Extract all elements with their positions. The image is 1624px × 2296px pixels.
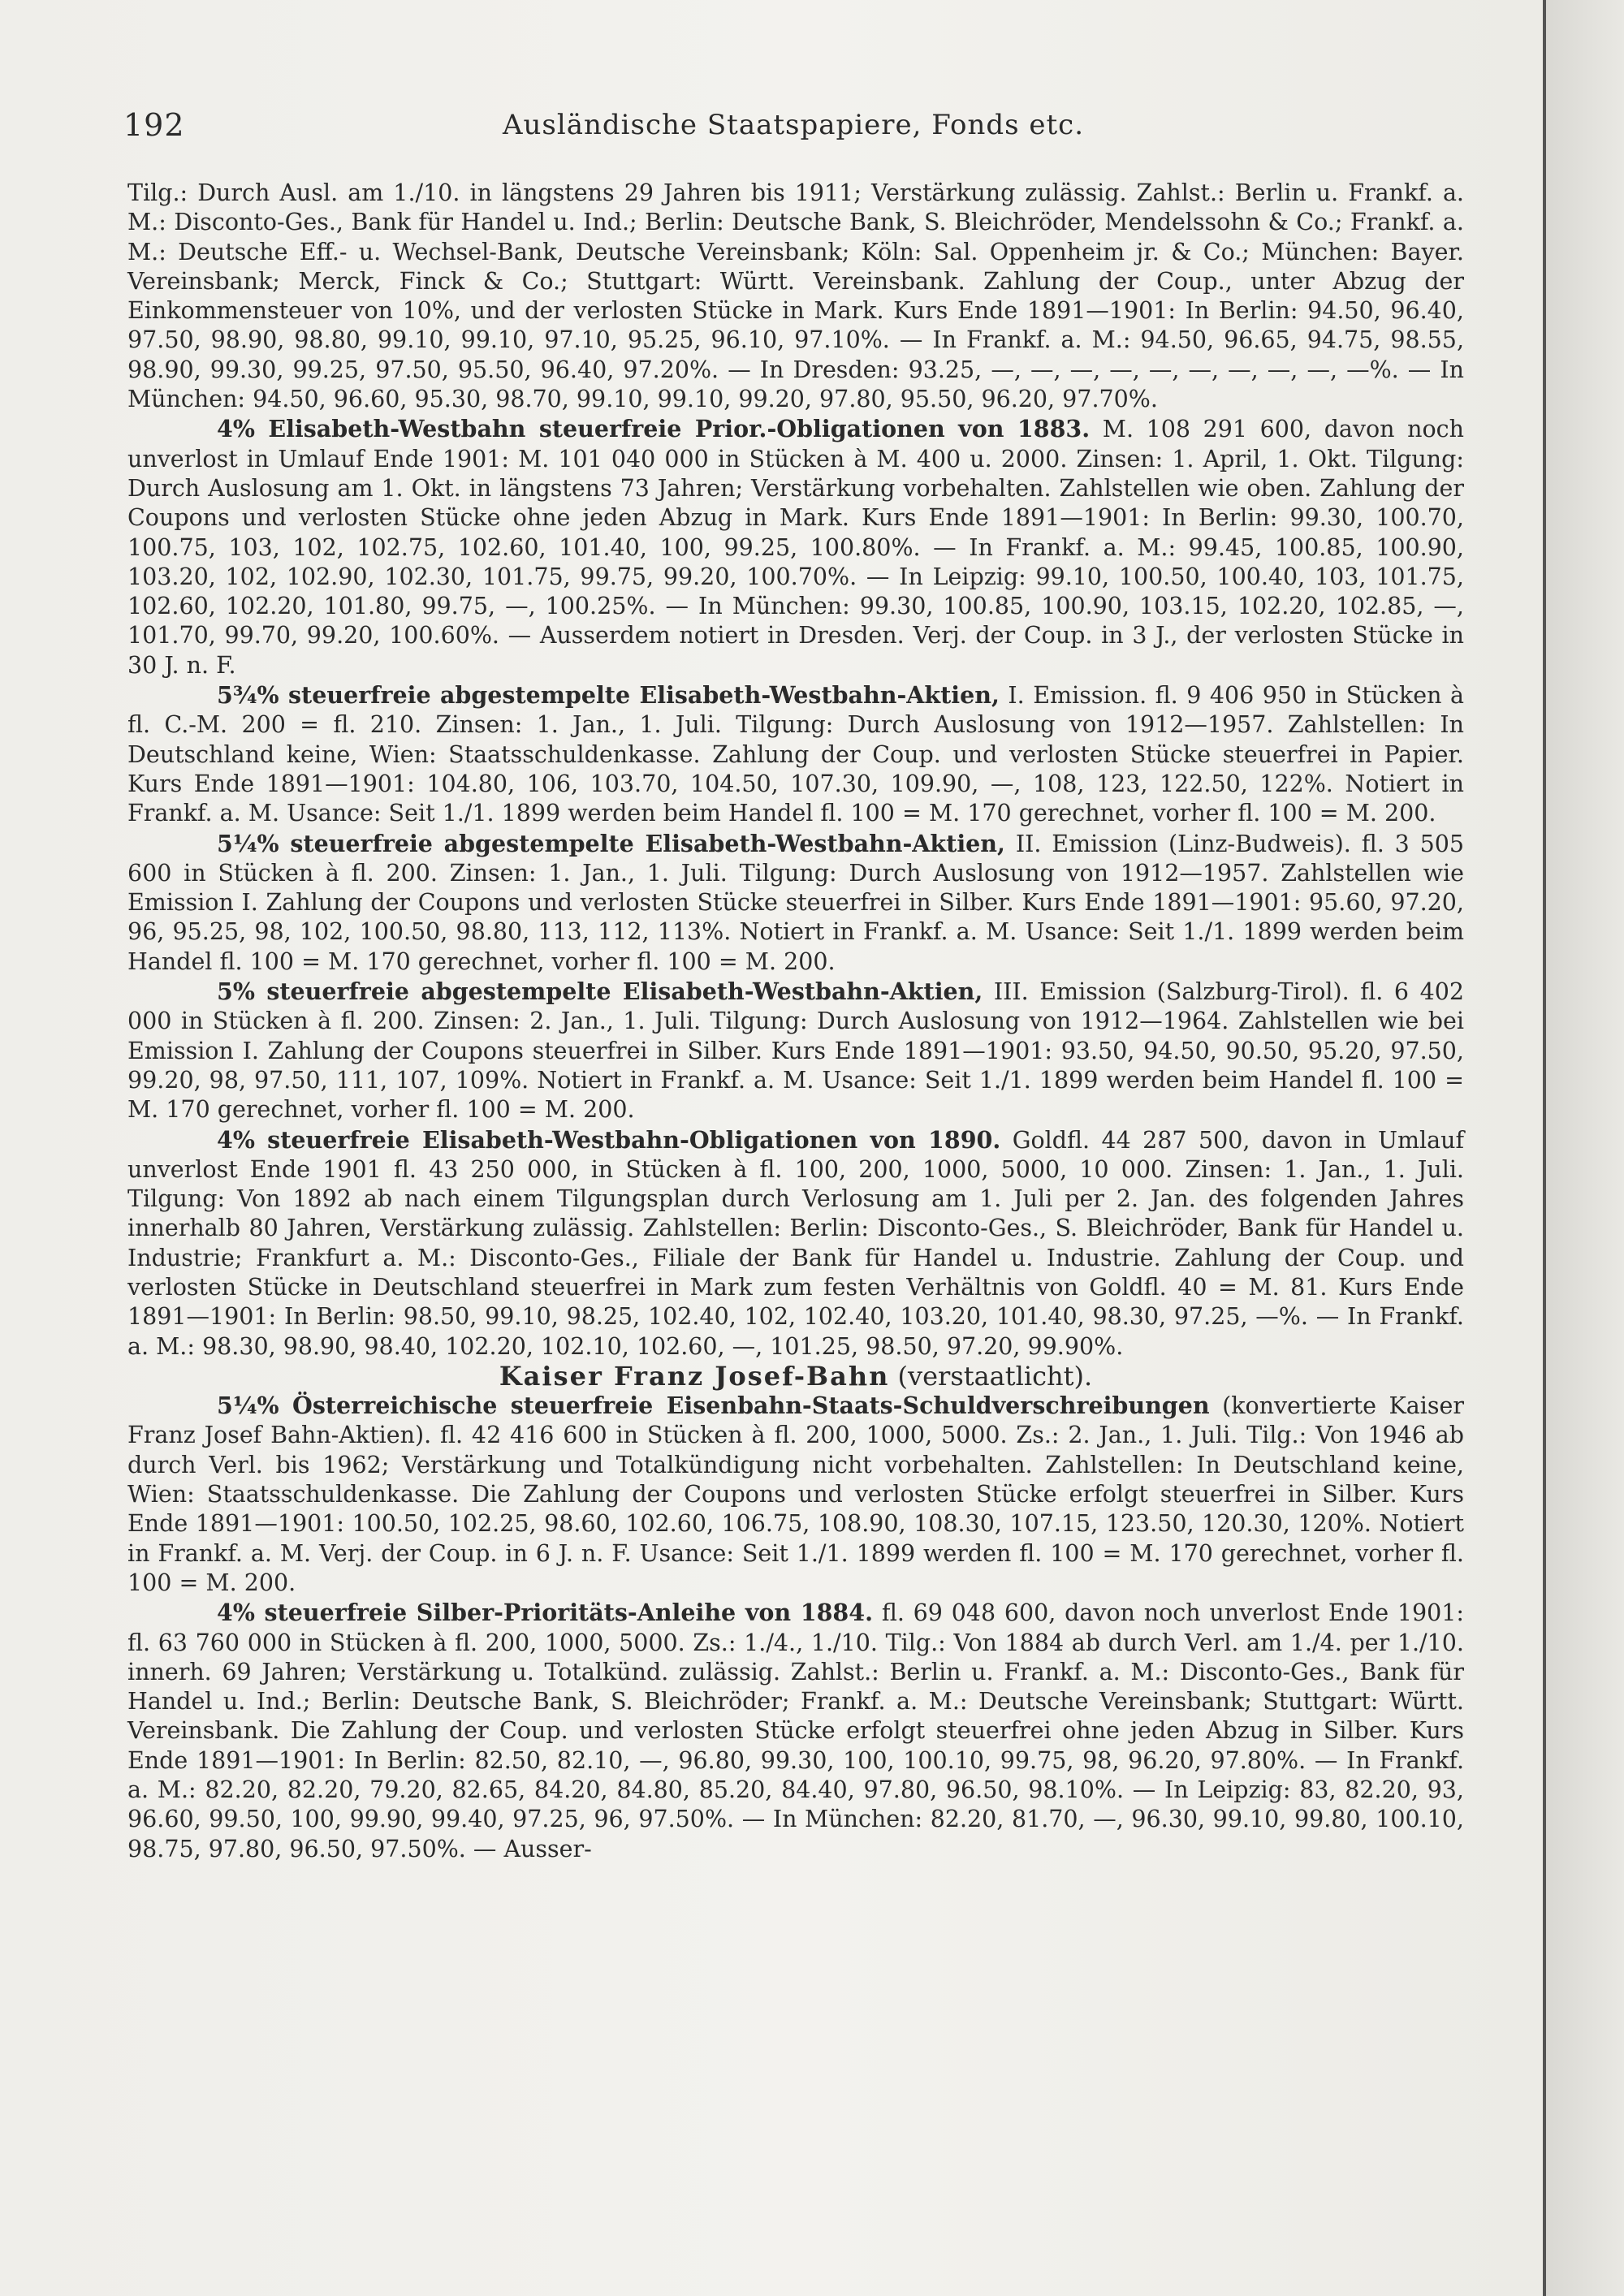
section-subtitle: (verstaatlicht). bbox=[897, 1360, 1093, 1392]
section-title: Kaiser Franz Josef-Bahn bbox=[499, 1360, 890, 1392]
entry-heading: 4% steuerfreie Elisabeth-Westbahn-Obligationen von 1890. bbox=[217, 1125, 1001, 1154]
entry-prior-obligationen-1883 bbox=[127, 414, 1464, 680]
entry-heading: 4% Elisabeth-Westbahn steuerfreie Prior.-Obligationen von 1883. bbox=[217, 415, 1091, 443]
entry-text: III. Emission (Salzburg-Tirol). fl. 6 402 000 in Stücken à fl. 200. Zinsen: 2. Jan., 1. Juli. Tilgung: Durch Auslosung von 1912—1964. Zahlstellen wie bei Emission I. Zahlung der Coupons steuerfrei in Silber. Kurs Ende 1891—1901: 93.50, 94.50, 90.50, 95.20, 97.50, 99.20, 98, 97.50, 111, 107, 109%. Notiert in Frankf. a. M. Usance: Seit 1./1. 1899 werden beim Handel fl. 100 = M. 170 gerechnet, vorher fl. 100 = M. 200. bbox=[127, 978, 1464, 1124]
paragraph-tilgung-continuation: Tilg.: Durch Ausl. am 1./10. in längstens 29 Jahren bis 1911; Verstärkung zulässig. Zahlst.: Berlin u. Frankf. a. M.: Disconto-Ges., Bank für Handel u. Ind.; Berlin: Deutsche Bank, S. Bleichröder, Mendelssohn & Co.; Frankf. a. M.: Deutsche Eff.- u. Wechsel-Bank, Deutsche Vereinsbank; Köln: Sal. Oppenheim jr. & Co.; München: Bayer. Vereinsbank; Merck, Finck & Co.; Stuttgart: Württ. Vereinsbank. Zahlung der Coup., unter Abzug der Einkommensteuer von 10%, und der verlosten Stücke in Mark. Kurs Ende 1891—1901: In Berlin: 94.50, 96.40, 97.50, 98.90, 98.80, 99.10, 99.10, 97.10, 95.25, 96.10, 97.10%. — In Frankf. a. M.: 94.50, 96.65, 94.75, 98.55, 98.90, 99.30, 99.25, 97.50, 95.50, 96.40, 97.20%. — In Dresden: 93.25, —, —, —, —, —, —, —, —, —, —%. — In München: 94.50, 96.60, 95.30, 98.70, 99.10, 99.10, 99.20, 97.80, 95.50, 96.20, 97.70%. bbox=[127, 179, 1464, 413]
entry-aktien-emission-3 bbox=[127, 977, 1464, 1124]
entry-aktien-emission-1 bbox=[127, 680, 1464, 828]
page-body bbox=[127, 179, 1464, 1864]
entry-heading: 5¼% steuerfreie abgestempelte Elisabeth-Westbahn-Aktien, bbox=[217, 829, 1005, 857]
entry-text: Goldfl. 44 287 500, davon in Umlauf unverlost Ende 1901 fl. 43 250 000, in Stücken à fl. 100, 200, 1000, 5000, 10 000. Zinsen: 1. Jan., 1. Juli. Tilgung: Von 1892 ab nach einem Tilgungsplan durch Verlosung am 1. Juli per 2. Jan. des folgenden Jahres innerhalb 80 Jahren, Verstärkung zulässig. Zahlstellen: Berlin: Disconto-Ges., S. Bleichröder, Bank für Handel u. Industrie; Frankfurt a. M.: Disconto-Ges., Filiale der Bank für Handel u. Industrie. Zahlung der Coup. und verlosten Stücke in Deutschland steuerfrei in Mark zum festen Verhältnis von Goldfl. 40 = M. 81. Kurs Ende 1891—1901: In Berlin: 98.50, 99.10, 98.25, 102.40, 102, 102.40, 103.20, 101.40, 98.30, 97.25, —%. — In Frankf. a. M.: 98.30, 98.90, 98.40, 102.20, 102.10, 102.60, —, 101.25, 98.50, 97.20, 99.90%. bbox=[127, 1126, 1465, 1360]
section-heading bbox=[127, 1362, 1464, 1391]
entry-heading: 4% steuerfreie Silber-Prioritäts-Anleihe von 1884. bbox=[217, 1599, 874, 1627]
entry-aktien-emission-2 bbox=[127, 829, 1464, 977]
entry-text: II. Emission (Linz-Budweis). fl. 3 505 600 in Stücken à fl. 200. Zinsen: 1. Jan., 1. Juli. Tilgung: Durch Auslosung von 1912—1957. Zahlstellen wie Emission I. Zahlung der Coupons und verlosten Stücke steuerfrei in Silber. Kurs Ende 1891—1901: 95.60, 97.20, 96, 95.25, 98, 102, 100.50, 98.80, 113, 112, 113%. Notiert in Frankf. a. M. Usance: Seit 1./1. 1899 werden beim Handel fl. 100 = M. 170 gerechnet, vorher fl. 100 = M. 200. bbox=[127, 830, 1465, 975]
entry-heading: 5% steuerfreie abgestempelte Elisabeth-Westbahn-Aktien, bbox=[217, 978, 983, 1006]
page-number: 192 bbox=[123, 107, 185, 143]
entry-text: (konvertierte Kaiser Franz Josef Bahn-Aktien). fl. 42 416 600 in Stücken à fl. 200, 1000, 5000. Zs.: 2. Jan., 1. Juli. Tilg.: Von 1946 ab durch Verl. bis 1962; Verstärkung und Totalkündigung nicht vorbehalten. Zahlstellen: In Deutschland keine, Wien: Staatsschuldenkasse. Die Zahlung der Coupons und verlosten Stücke erfolgt steuerfrei in Silber. Kurs Ende 1891—1901: 100.50, 102.25, 98.60, 102.60, 106.75, 108.90, 108.30, 107.15, 123.50, 120.30, 120%. Notiert in Frankf. a. M. Verj. der Coup. in 6 J. n. F. Usance: Seit 1./1. 1899 werden fl. 100 = M. 170 gerechnet, vorher fl. 100 = M. 200. bbox=[127, 1392, 1464, 1596]
entry-obligationen-1890 bbox=[127, 1125, 1464, 1362]
entry-text: fl. 69 048 600, davon noch unverlost Ende 1901: fl. 63 760 000 in Stücken à fl. 200, 1000, 5000. Zs.: 1./4., 1./10. Tilg.: Von 1884 ab durch Verl. am 1./4. per 1./10. innerh. 69 Jahren; Verstärkung u. Totalkünd. zulässig. Zahlst.: Berlin u. Frankf. a. M.: Disconto-Ges., Bank für Handel u. Ind.; Berlin: Deutsche Bank, S. Bleichröder; Frankf. a. M.: Deutsche Vereinsbank; Stuttgart: Württ. Vereinsbank. Die Zahlung der Coup. und verlosten Stücke erfolgt steuerfrei ohne jeden Abzug in Silber. Kurs Ende 1891—1901: In Berlin: 82.50, 82.10, —, 96.80, 99.30, 100, 100.10, 99.75, 98, 96.20, 97.80%. — In Frankf. a. M.: 82.20, 82.20, 79.20, 82.65, 84.20, 84.80, 85.20, 84.40, 97.80, 96.50, 98.10%. — In Leipzig: 83, 82.20, 93, 96.60, 99.50, 100, 99.90, 99.40, 97.25, 96, 97.50%. — In München: 82.20, 81.70, —, 96.30, 99.10, 99.80, 100.10, 98.75, 97.80, 96.50, 97.50%. — Ausser- bbox=[127, 1599, 1464, 1862]
page-edge-shadow bbox=[1546, 0, 1624, 2296]
entry-silber-prioritaets-anleihe-1884 bbox=[127, 1598, 1464, 1864]
entry-heading: 5¾% steuerfreie abgestempelte Elisabeth-Westbahn-Aktien, bbox=[217, 681, 1000, 710]
entry-text: I. Emission. fl. 9 406 950 in Stücken à fl. C.-M. 200 = fl. 210. Zinsen: 1. Jan., 1. Juli. Tilgung: Durch Auslosung von 1912—1957. Zahlstellen: In Deutschland keine, Wien: Staatsschuldenkasse. Zahlung der Coup. und verlosten Stücke steuerfrei in Papier. Kurs Ende 1891—1901: 104.80, 106, 103.70, 104.50, 107.30, 109.90, —, 108, 123, 122.50, 122%. Notiert in Frankf. a. M. Usance: Seit 1./1. 1899 werden beim Handel fl. 100 = M. 170 gerechnet, vorher fl. 100 = M. 200. bbox=[127, 682, 1464, 827]
running-title: Ausländische Staatspapiere, Fonds etc. bbox=[502, 109, 1085, 141]
entry-staats-schuldverschreibungen bbox=[127, 1391, 1464, 1598]
page-header bbox=[123, 107, 1463, 148]
entry-heading: 5¼% Österreichische steuerfreie Eisenbahn-Staats-Schuldverschreibungen bbox=[217, 1392, 1210, 1420]
entry-text: M. 108 291 600, davon noch unverlost in Umlauf Ende 1901: M. 101 040 000 in Stücken à M. 400 u. 2000. Zinsen: 1. April, 1. Okt. Tilgung: Durch Auslosung am 1. Okt. in längstens 73 Jahren; Verstärkung vorbehalten. Zahlstellen wie oben. Zahlung der Coupons und verlosten Stücke ohne jeden Abzug in Mark. Kurs Ende 1891—1901: In Berlin: 99.30, 100.70, 100.75, 103, 102, 102.75, 102.60, 101.40, 100, 99.25, 100.80%. — In Frankf. a. M.: 99.45, 100.85, 100.90, 103.20, 102, 102.90, 102.30, 101.75, 99.75, 99.20, 100.70%. — In Leipzig: 99.10, 100.50, 100.40, 103, 101.75, 102.60, 102.20, 101.80, 99.75, —, 100.25%. — In München: 99.30, 100.85, 100.90, 103.15, 102.20, 102.85, —, 101.70, 99.70, 99.20, 100.60%. — Ausserdem notiert in Dresden. Verj. der Coup. in 3 J., der verlosten Stücke in 30 J. n. F. bbox=[127, 416, 1464, 679]
